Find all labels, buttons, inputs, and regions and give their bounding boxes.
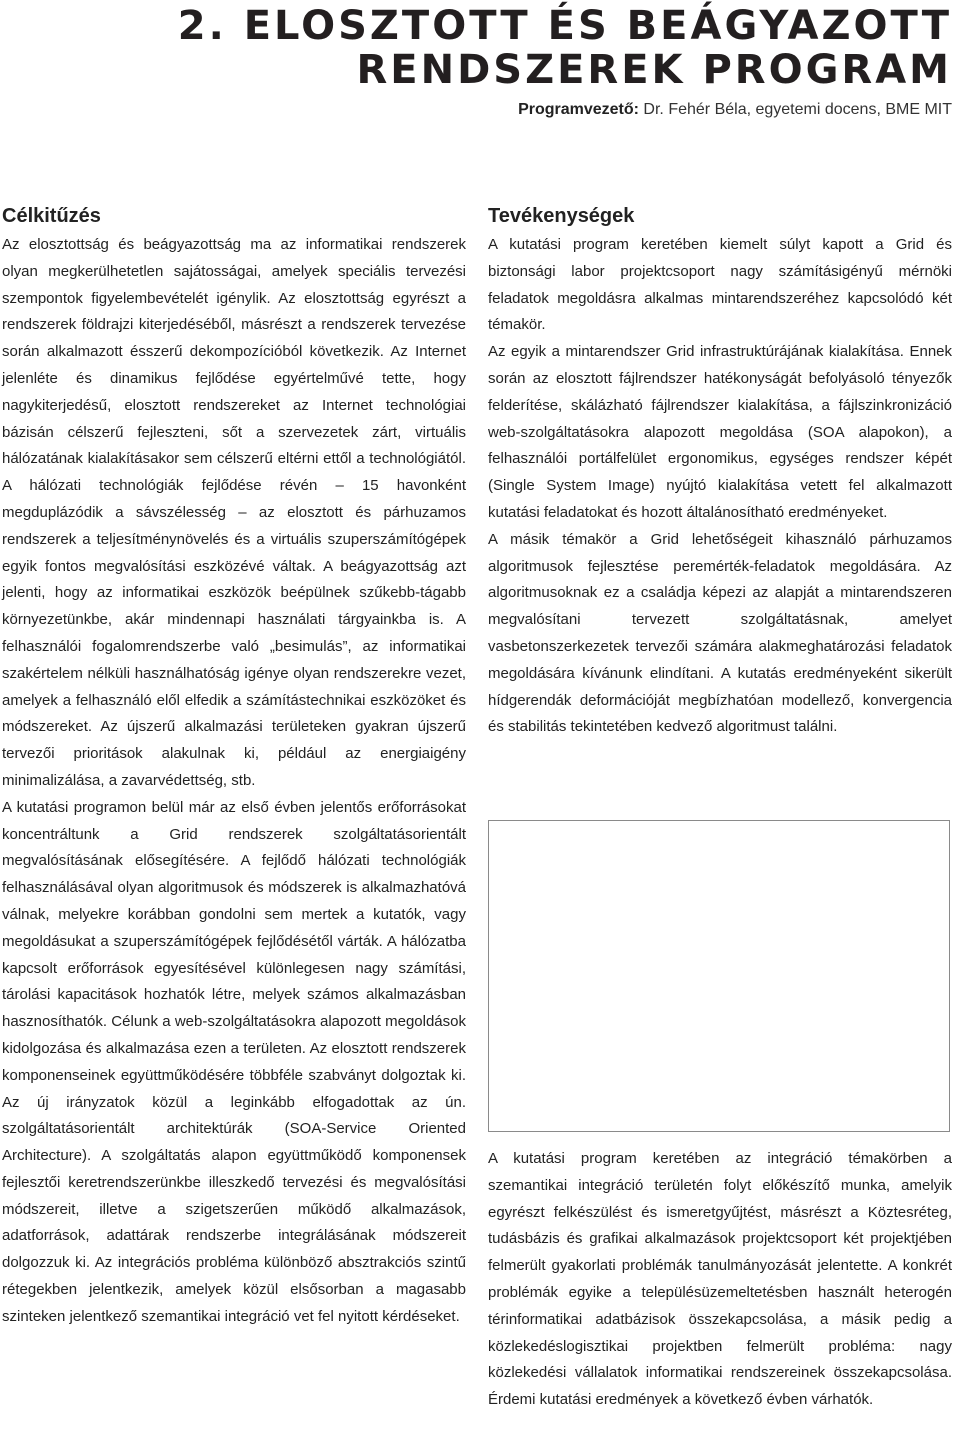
integration-paragraph: A kutatási program keretében az integráció témakörben a szemantikai integráció területén folyt előkészítő munka, amelyik egyrészt felkészülést és ismeretgyűjtést, másrészt a Köztesréteg, tudásbázis és grafikai alkalmazások projektcsoport két projektjében felmerült gyakorlati problémák tanulmányozását jelentette. A konkrét problémák egyike a településüzemeltetésben használt heterogén térinformatikai adatbázisok összekapcsolása, a másik pedig a közlekedéslogisztikai projektben felmerült probléma: nagy közlekedési vállalatok informatikai rendszereinek összekapcsolása. Érdemi kutatási eredmények a következő évben várhatók.	[488, 1150, 952, 1409]
activities-paragraph-3: A másik témakör a Grid lehetőségeit kihasználó párhuzamos algoritmusok fejlesztése peremérték-feladatok megoldására. Az algoritmusoknak ez a családja képezi az alapját a mintarendszeren megvalósítani tervezett szolgáltatásnak, amelyet vasbetonszerkezetek tervezői számára alakmeghatározási feladatok megoldására kívánunk elindítani. A kutatás eredményeként sikerült hídgerendák deformációját megbízhatóan modellező, konvergencia és stabilitás tekintetében kedvező algoritmust találni.	[488, 530, 952, 736]
program-leader	[518, 100, 952, 120]
right-column	[488, 204, 952, 741]
page-title	[178, 4, 952, 92]
program-leader-name: Dr. Fehér Béla, egyetemi docens, BME MIT	[638, 101, 952, 118]
activities-paragraph-2: Az egyik a mintarendszer Grid infrastruktúrájának kialakítása. Ennek során az elosztott fájlrendszer hatékonyságát befolyásoló tényezők felderítése, skálázható fájlrendszer kialakítása, a fájlszinkronizáció web-szolgáltatásokra alapozott megoldása (SOA alapokon), a felhasználói portálfelület ergonomikus, egységes rendszer képét (Single System Image) nyújtó kialakítása vetett fel alkalmazott kutatási feladatokat és hozott általánosítható eredményeket.	[488, 343, 952, 521]
objectives-paragraph-2: A kutatási programon belül már az első évben jelentős erőforrásokat koncentráltunk a Grid rendszerek szolgáltatásorientált megvalósításának elősegítésére. A fejlődő hálózati technológiák felhasználásával olyan algoritmusok és módszerek is alkalmazhatóvá válnak, melyekre korábban gondolni sem mertek a kutatók, vagy megoldásukat a szuperszámítógépek fejlődésétől várták. A hálózatba kapcsolt erőforrások egyesítésével különlegesen nagy számítási, tárolási kapacitások hozhatók létre, melyek számos alkalmazásban hasznosíthatók. Célunk a web-szolgáltatásokra alapozott megoldások kidolgozása és alkalmazása ezen a területen. Az elosztott rendszerek komponenseinek együttműködésére többféle szabványt dolgoztak ki. Az új irányzatok közül a leginkább elfogadottak az ún. szolgáltatásorientált architektúrák (SOA-Service Oriented Architecture). A szolgáltatás alapon együttműködő komponensek fejlesztői keretrendszerünkbe illeszkedő tervezési és megvalósítási módszereit, illetve a szigetszerűen működő alkalmazások, adatforrások, adattárak rendszerbe integrálásának módszereit dolgozzuk ki. Az integrációs probléma különböző absztrakciós szintű rétegekben jelentkezik, amelyek közül elsősorban a magasabb szinteken jelentkező szemantikai integráció vet fel nyitott kérdéseket.	[2, 798, 466, 1325]
activities-heading: Tevékenységek	[488, 205, 635, 227]
objectives-heading: Célkitűzés	[2, 205, 101, 227]
page-title-line-2: RENDSZEREK PROGRAM	[356, 47, 952, 93]
activities-paragraph-1: A kutatási program keretében kiemelt súlyt kapott a Grid és biztonsági labor projektcsoport nagy számításigényű mérnöki feladatok megoldásra alkalmas mintarendszeréhez kapcsolódó két témakör.	[488, 236, 952, 334]
integration-section	[488, 1146, 952, 1414]
objectives-paragraph-1: Az elosztottság és beágyazottság ma az informatikai rendszerek olyan megkerülhetetlen sajátosságai, amelyek speciális tervezési szempontok figyelembevételét igénylik. Az elosztottság egyrészt a rendszerek földrajzi kiterjedéséből, másrészt a rendszerek tervezése során alkalmazott ésszerű dekompozícióból következik. Az Internet jelenléte és dinamikus fejlődése egyértelművé tette, hogy nagykiterjedésű, elosztott rendszereket az Internet technológiai bázisán célszerű fejleszteni, sőt a szervezetek zárt, virtuális hálózatának kialakításakor sem célszerű eltérni ettől a technológiától. A hálózati technológiák fejlődése révén – 15 havonként megduplázódik a sávszélesség – az elosztott és párhuzamos rendszerek a teljesítménynövelés és a virtuális szuperszámítógépek egyik fontos megvalósítási eszközévé váltak. A beágyazottság azt jelenti, hogy az informatikai eszközök beépülnek szűkebb-tágabb környezetünkbe, akár mindennapi használati tárgyainkba is. A felhasználói fogalomrendszerbe való „besimulás”, az informatikai szakértelem nélküli használhatóság igénye olyan rendszerekre vezet, amelyek a felhasználó elől elfedik a számítástechnikai eszközöket és módszereket. Az újszerű alkalmazási területeken gyakran újszerű tervezői prioritások alakulnak ki, például az energiaigény minimalizálása, a zavarvédettség, stb.	[2, 236, 466, 789]
left-column	[2, 204, 466, 1331]
page-title-line-1: 2. ELOSZTOTT ÉS BEÁGYAZOTT	[177, 3, 952, 49]
program-leader-label: Programvezető:	[518, 101, 639, 118]
image-placeholder-frame	[488, 820, 950, 1132]
